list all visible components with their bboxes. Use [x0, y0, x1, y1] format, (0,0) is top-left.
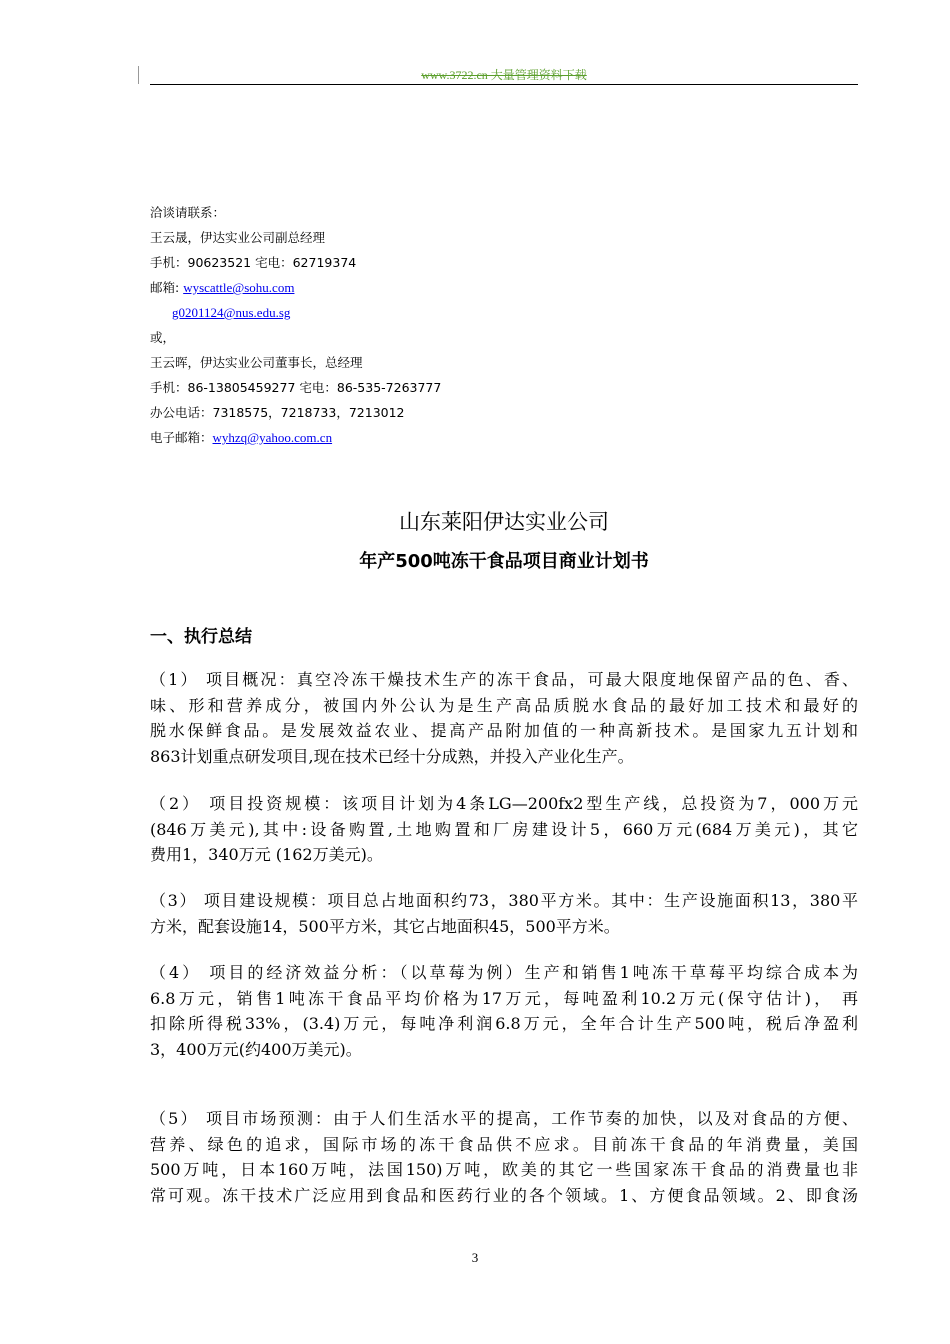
header-divider [150, 84, 858, 85]
paragraph-line: 费用1，340万元 (162万美元)。 [150, 845, 383, 865]
contact-phone-1: 手机：90623521 宅电：62719374 [150, 255, 357, 270]
contact-email-row-1 [150, 275, 441, 300]
email-label-2: 电子邮箱： [150, 430, 213, 445]
contact-person-2: 王云晖，伊达实业公司董事长，总经理 [150, 355, 363, 370]
paragraph-line: （5） 项目市场预测：由于人们生活水平的提高，工作节奏的加快，以及对食品的方便、 [150, 1109, 858, 1128]
email-link-3[interactable]: wyhzq@yahoo.com.cn [212, 430, 333, 445]
paragraph-5 [150, 1106, 858, 1208]
email-link-2[interactable]: g0201124@nus.edu.sg [172, 305, 291, 320]
paragraph-line: 863计划重点研发项目,现在技术已经十分成熟，并投入产业化生产。 [150, 746, 634, 766]
paragraph-line: 脱水保鲜食品。是发展效益农业、提高产品附加值的一种高新技术。是国家九五计划和 [150, 721, 858, 741]
paragraph-line: 营养、绿色的追求，国际市场的冻干食品供不应求。目前冻干食品的年消费量，美国 [150, 1134, 858, 1154]
paragraph-line: （3） 项目建设规模：项目总占地面积约73，380平方米。其中：生产设施面积13，380平 [150, 891, 858, 910]
paragraph-line: 500万吨，日本160万吨，法国150)万吨，欧美的其它一些国家冻干食品的消费量也非 [150, 1160, 858, 1180]
email-label: 邮箱: [150, 280, 184, 295]
contact-intro: 洽谈请联系： [150, 205, 226, 220]
contact-or: 或， [150, 330, 176, 345]
paragraph-line: （1） 项目概况：真空冷冻干燥技术生产的冻干食品，可最大限度地保留产品的色、香、 [150, 670, 858, 689]
header-margin-mark [138, 66, 139, 84]
paragraph-line: （4） 项目的经济效益分析：（以草莓为例）生产和销售1吨冻干草莓平均综合成本为 [150, 963, 858, 982]
company-title: 山东莱阳伊达实业公司 [399, 510, 609, 534]
contact-person-1: 王云晟，伊达实业公司副总经理 [150, 230, 326, 245]
email-link-1[interactable]: wyscattle@sohu.com [183, 280, 295, 295]
paragraph-2 [150, 791, 858, 868]
contact-email-row-2 [150, 300, 441, 325]
paragraph-line: 味、形和营养成分，被国内外公认为是生产高品质脱水食品的最好加工技术和最好的 [150, 695, 858, 715]
paragraph-line: 方米，配套设施14，500平方米，其它占地面积45，500平方米。 [150, 916, 620, 936]
paragraph-1 [150, 667, 858, 769]
paragraph-line: 6.8万元，销售1吨冻干食品平均价格为17万元，每吨盈利10.2万元(保守估计)， 再 [150, 988, 858, 1008]
header-link[interactable]: www.3722.cn 大量管理资料下载 [421, 68, 587, 82]
contact-block [150, 200, 441, 450]
paragraph-3 [150, 888, 858, 939]
document-subtitle: 年产500吨冻干食品项目商业计划书 [359, 551, 649, 572]
paragraph-line: 3，400万元(约400万美元)。 [150, 1039, 362, 1059]
contact-phone-2: 手机：86-13805459277 宅电：86-535-7263777 [150, 380, 442, 395]
paragraph-line: (846万美元),其中:设备购置,土地购置和厂房建设计5，660万元(684万美元)，其它 [150, 819, 858, 839]
paragraph-line: 扣除所得税33%，(3.4)万元，每吨净利润6.8万元，全年合计生产500吨，税后净盈利 [150, 1014, 858, 1034]
paragraph-line: （2） 项目投资规模：该项目计划为4条LG—200fx2型生产线，总投资为7，000万元 [150, 794, 858, 813]
contact-email-row-3 [150, 425, 441, 450]
page-number: 3 [471, 1250, 479, 1265]
paragraph-line: 常可观。冻干技术广泛应用到食品和医药行业的各个领域。1、方便食品领域。2、即食汤 [150, 1185, 858, 1205]
section-heading: 一、执行总结 [150, 627, 252, 647]
contact-office-phone: 办公电话：7318575，7218733，7213012 [150, 405, 405, 420]
paragraph-4 [150, 960, 858, 1062]
